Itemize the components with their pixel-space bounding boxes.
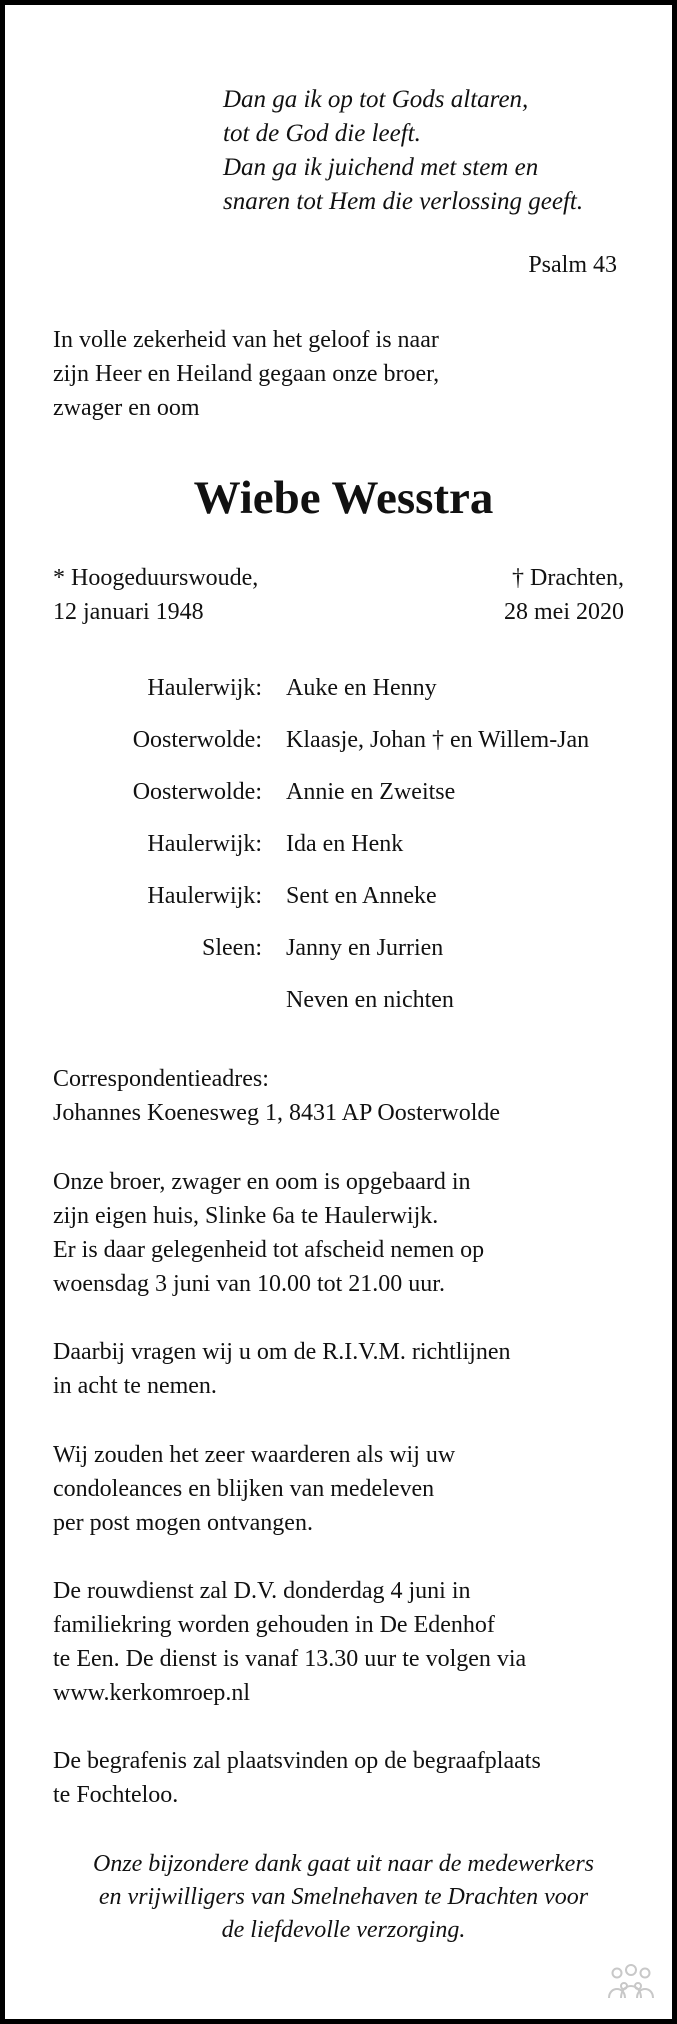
burial-line: De begrafenis zal plaatsvinden op de begraafplaats [53, 1748, 541, 1774]
people-group-icon [606, 1962, 656, 2007]
family-row [5, 831, 677, 883]
service-paragraph [53, 1574, 526, 1710]
family-place: Haulerwijk: [147, 675, 262, 701]
intro-line: zwager en oom [53, 395, 200, 421]
service-line: te Een. De dienst is vanaf 13.30 uur te volgen via [53, 1646, 527, 1672]
viewing-line: Onze broer, zwager en oom is opgebaard in [53, 1169, 471, 1195]
intro-line: In volle zekerheid van het geloof is naar [53, 327, 439, 353]
poem-line: tot de God die leeft. [223, 120, 421, 147]
family-row [5, 779, 677, 831]
family-names: Annie en Zweitse [286, 779, 456, 805]
intro-paragraph [53, 323, 439, 425]
family-place: Sleen: [202, 935, 262, 961]
condolences-line: condoleances en blijken van medeleven [53, 1476, 435, 1502]
family-names: Sent en Anneke [286, 883, 437, 909]
poem-line: Dan ga ik juichend met stem en [223, 154, 539, 181]
death-place: † Drachten, [512, 565, 624, 591]
family-names: Auke en Henny [286, 675, 437, 701]
viewing-line: Er is daar gelegenheid tot afscheid nemen op [53, 1237, 485, 1263]
family-row [5, 727, 677, 779]
correspondence-paragraph [53, 1062, 500, 1130]
birth-place: * Hoogeduurswoude, [53, 565, 259, 591]
family-row [5, 987, 677, 1039]
family-names: Klaasje, Johan † en Willem-Jan [286, 727, 590, 753]
service-line: www.kerkomroep.nl [53, 1680, 251, 1706]
service-line: familiekring worden gehouden in De Edenhof [53, 1612, 495, 1638]
thanks-paragraph [5, 1848, 677, 1947]
rivm-line: Daarbij vragen wij u om de R.I.V.M. richtlijnen [53, 1339, 511, 1365]
viewing-paragraph [53, 1165, 484, 1301]
burial-paragraph [53, 1744, 541, 1812]
condolences-paragraph [53, 1438, 455, 1540]
family-names: Janny en Jurrien [286, 935, 444, 961]
poem-verse [223, 83, 583, 219]
family-list [5, 675, 677, 1039]
rivm-line: in acht te nemen. [53, 1373, 217, 1399]
family-row [5, 935, 677, 987]
burial-line: te Fochteloo. [53, 1782, 179, 1808]
viewing-line: woensdag 3 juni van 10.00 tot 21.00 uur. [53, 1271, 445, 1297]
death-info [504, 561, 624, 629]
poem-source: Psalm 43 [528, 252, 617, 278]
poem-line: snaren tot Hem die verlossing geeft. [223, 188, 584, 215]
family-names: Neven en nichten [286, 987, 454, 1013]
family-place: Haulerwijk: [147, 883, 262, 909]
family-place: Oosterwolde: [132, 779, 262, 805]
thanks-line: Onze bijzondere dank gaat uit naar de medewerkers [92, 1851, 595, 1877]
correspondence-line: Johannes Koenesweg 1, 8431 AP Oosterwolde [53, 1100, 501, 1126]
deceased-name: Wiebe Wesstra [193, 472, 494, 524]
poem-line: Dan ga ik op tot Gods altaren, [223, 86, 529, 113]
death-date: 28 mei 2020 [504, 599, 624, 625]
birth-date: 12 januari 1948 [53, 599, 204, 625]
family-place: Haulerwijk: [147, 831, 262, 857]
service-line: De rouwdienst zal D.V. donderdag 4 juni in [53, 1578, 471, 1604]
rivm-paragraph [53, 1335, 510, 1403]
birth-info [53, 561, 258, 629]
correspondence-line: Correspondentieadres: [53, 1066, 269, 1092]
condolences-line: per post mogen ontvangen. [53, 1510, 313, 1536]
intro-line: zijn Heer en Heiland gegaan onze broer, [53, 361, 440, 387]
family-row [5, 883, 677, 935]
thanks-line: de liefdevolle verzorging. [221, 1917, 466, 1943]
family-names: Ida en Henk [286, 831, 404, 857]
thanks-line: en vrijwilligers van Smelnehaven te Drachten voor [98, 1884, 589, 1910]
viewing-line: zijn eigen huis, Slinke 6a te Haulerwijk. [53, 1203, 439, 1229]
family-row [5, 675, 677, 727]
condolences-line: Wij zouden het zeer waarderen als wij uw [53, 1442, 456, 1468]
family-place: Oosterwolde: [132, 727, 262, 753]
